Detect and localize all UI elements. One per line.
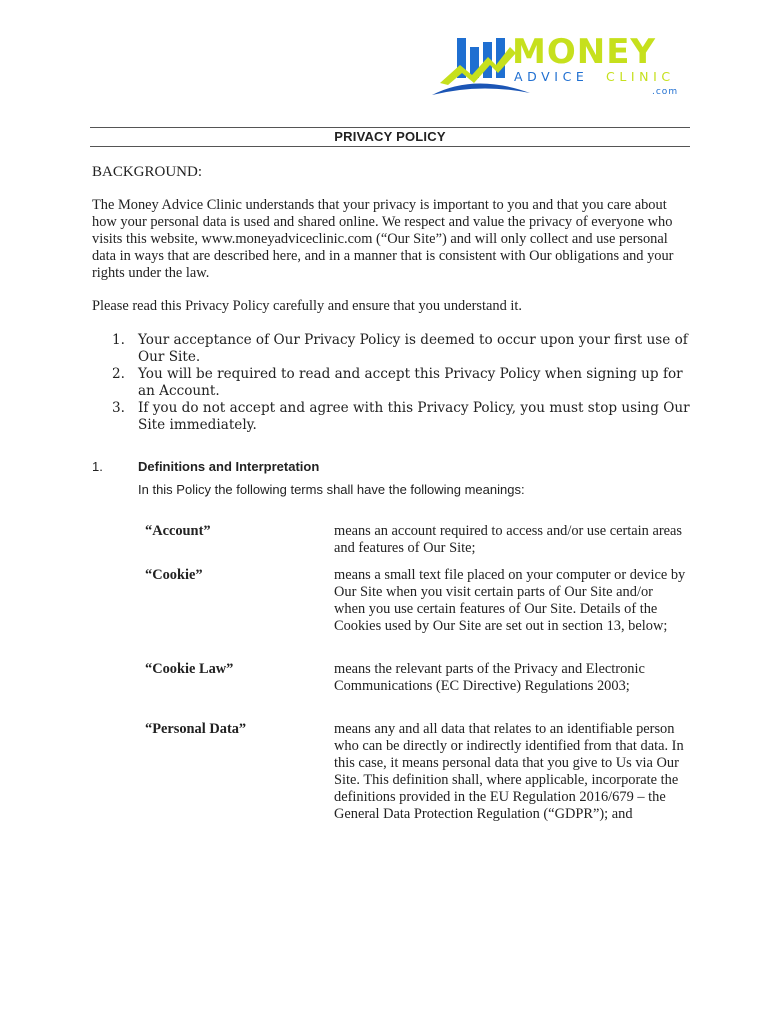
logo-word-money: MONEY [512, 35, 657, 72]
read-policy-paragraph: Please read this Privacy Policy carefully and ensure that you understand it. [92, 298, 522, 314]
section-intro: In this Policy the following terms shall have the following meanings: [138, 482, 525, 497]
definition-text-cookie: means a small text file placed on your computer or device by Our Site when you visit certain parts of Our Site and/or when you use certain features of Our Site. Details of the Cookies used by Our Site are set out in section 13, below; [334, 567, 686, 634]
money-advice-clinic-logo [430, 35, 680, 100]
logo-word-com: .com [652, 87, 679, 97]
background-paragraph: The Money Advice Clinic understands that your privacy is important to you and that you care about how your personal data is used and shared online. We respect and value the privacy of everyone who visits this website, www.moneyadviceclinic.com (“Our Site”) and will only collect and use personal data in ways that are described here, and in a manner that is consistent with Our obligations and your rights under the law. [92, 197, 674, 281]
section-number: 1. [92, 459, 103, 474]
logo-word-advice: ADVICE [514, 69, 589, 84]
definition-term-cookie-law: “Cookie Law” [145, 661, 234, 677]
list-item-number: 2. [112, 366, 125, 382]
list-item-number: 3. [112, 400, 125, 416]
list-item-text: If you do not accept and agree with this Privacy Policy, you must stop using Our Site immediately. [138, 400, 690, 433]
list-item-text: You will be required to read and accept this Privacy Policy when signing up for an Account. [138, 366, 683, 399]
background-heading: BACKGROUND: [92, 164, 203, 180]
list-item [112, 332, 692, 366]
title-bottom-rule [90, 146, 690, 147]
list-item-text: Your acceptance of Our Privacy Policy is deemed to occur upon your first use of Our Site. [138, 332, 688, 365]
list-item [112, 400, 692, 434]
definition-term-personal-data: “Personal Data” [145, 721, 247, 737]
acceptance-list [112, 332, 692, 434]
logo-word-clinic: CLINIC [606, 69, 675, 84]
definition-text-cookie-law: means the relevant parts of the Privacy and Electronic Communications (EC Directive) Regulations 2003; [334, 661, 645, 694]
section-title: Definitions and Interpretation [138, 459, 320, 474]
document-title: PRIVACY POLICY [334, 129, 446, 144]
list-item [112, 366, 692, 400]
definition-term-account: “Account” [145, 523, 211, 539]
title-top-rule [90, 127, 690, 128]
logo-graphic [430, 35, 680, 100]
definition-term-cookie: “Cookie” [145, 567, 203, 583]
definition-text-personal-data: means any and all data that relates to an identifiable person who can be directly or indirectly identified from that data. In this case, it means personal data that you give to Us via Our Site. This definition shall, where applicable, incorporate the definitions provided in the EU Regulation 2016/679 – the General Data Protection Regulation (“GDPR”); and [334, 721, 684, 822]
definition-text-account: means an account required to access and/or use certain areas and features of Our Site; [334, 523, 683, 556]
list-item-number: 1. [112, 332, 125, 348]
